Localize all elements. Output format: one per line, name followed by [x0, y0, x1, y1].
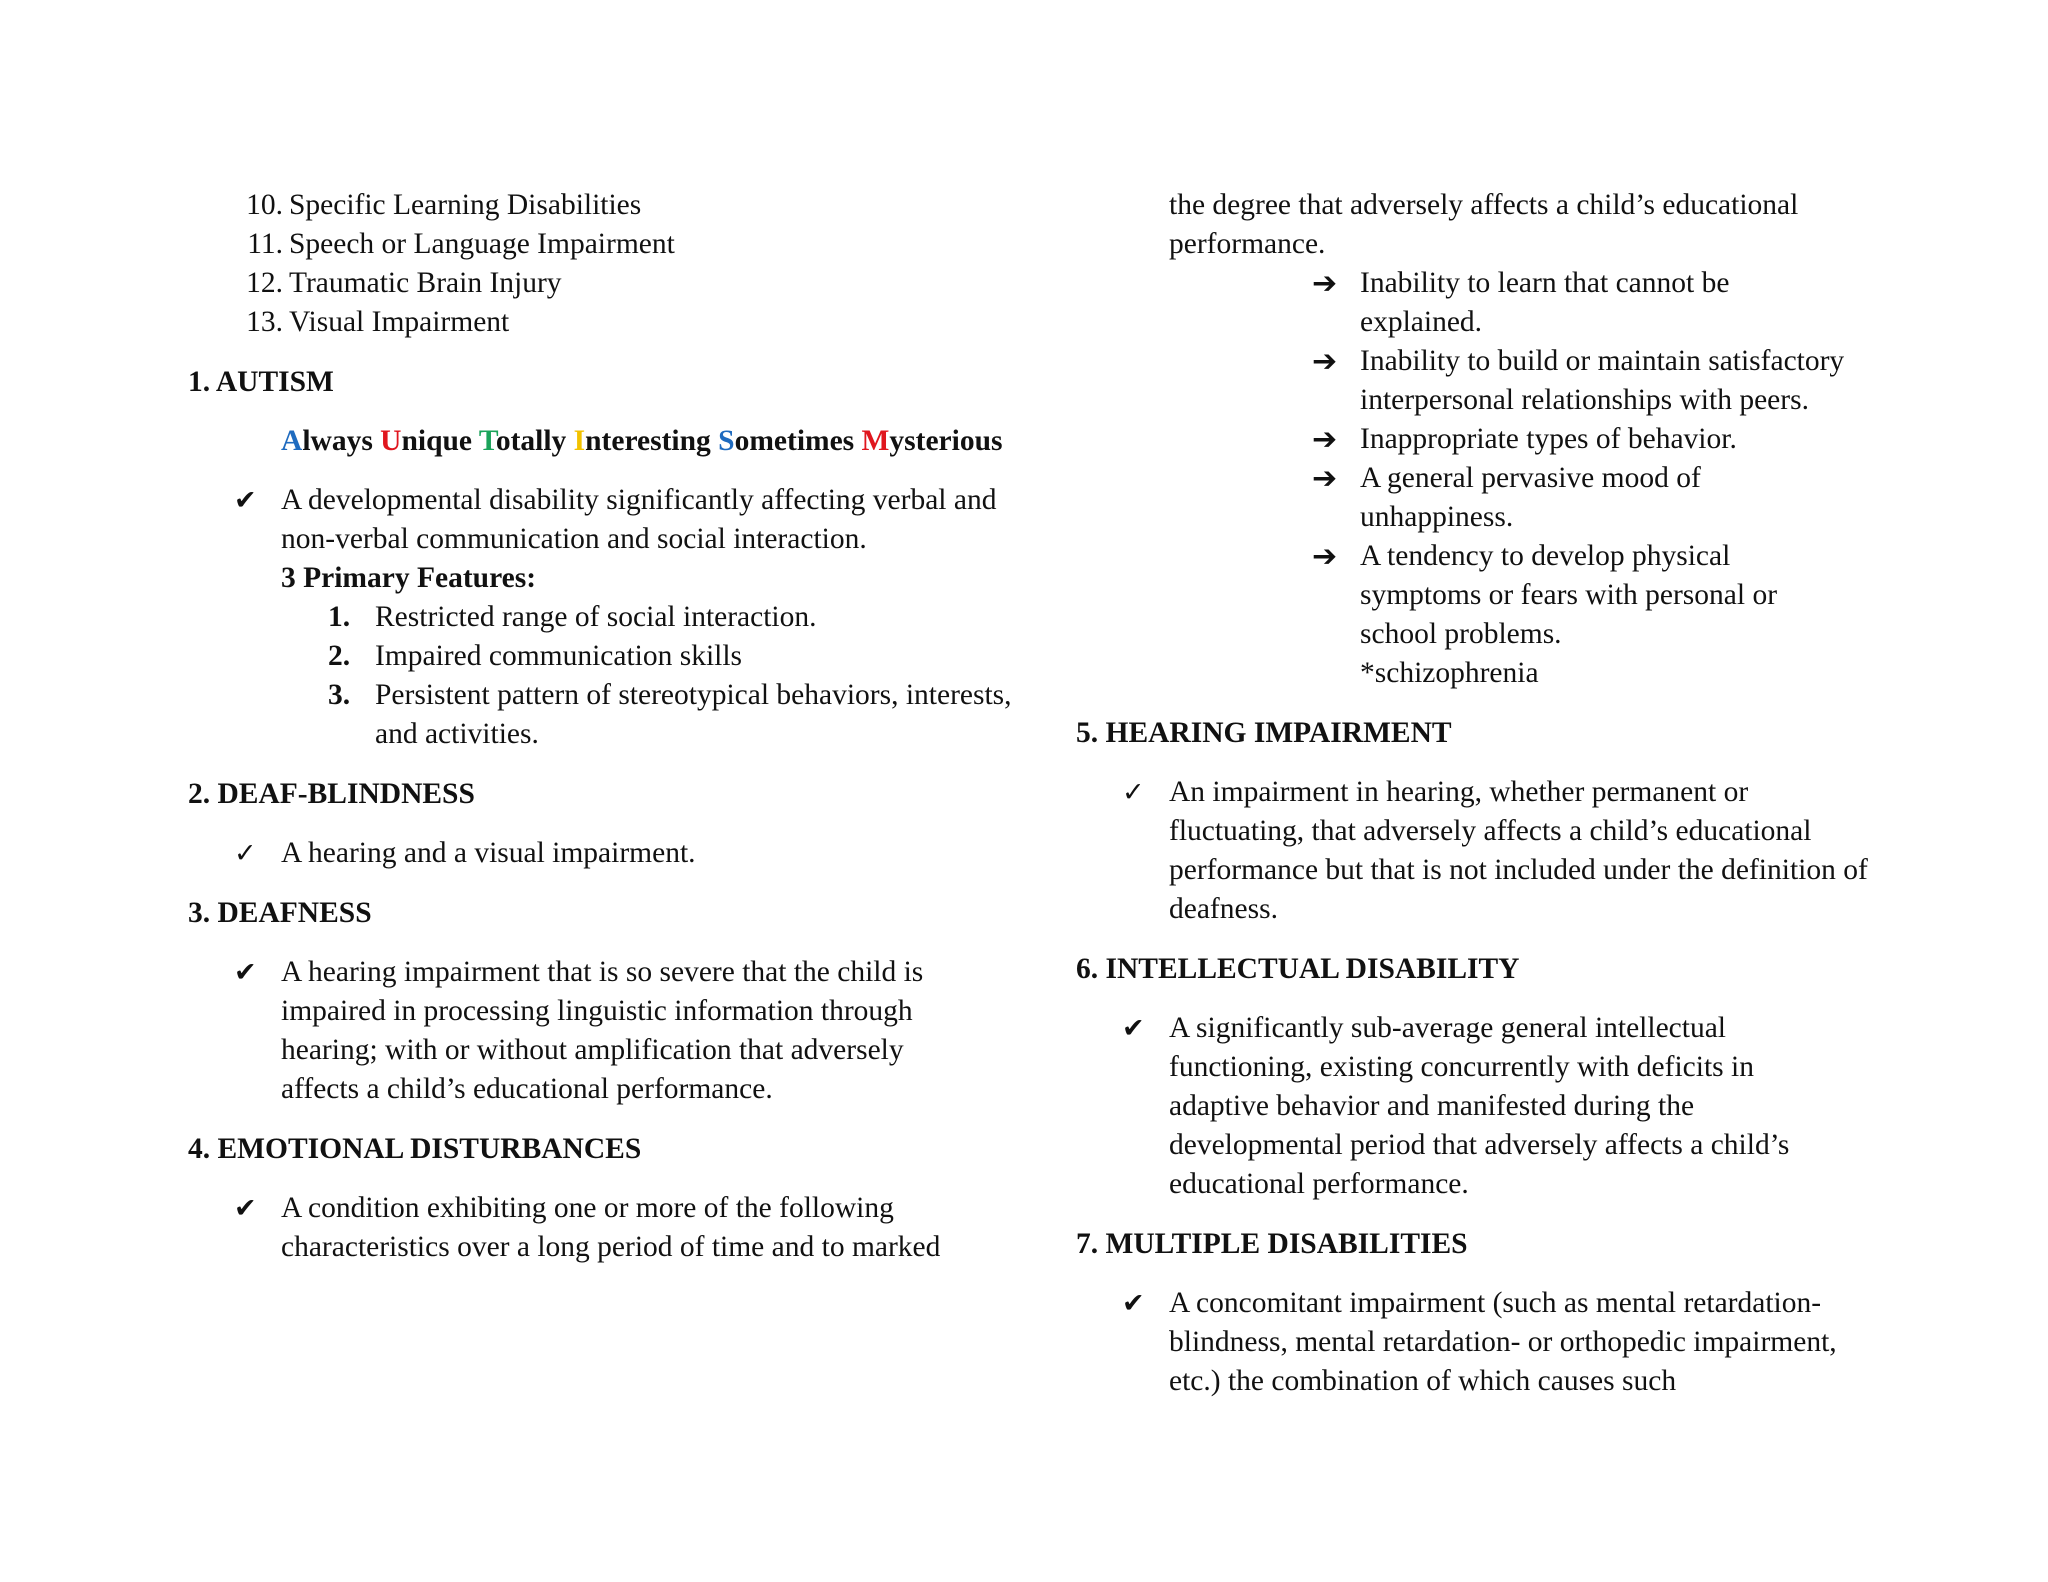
list-item: 3. Persistent pattern of stereotypical behaviors, interests, and activities.	[328, 679, 1012, 750]
left-column	[188, 186, 1048, 1267]
deafness-definition: ✔ A hearing impairment that is so severe that the child is impaired in processing linguistic information through hearing; with or without amplification that adversely affects a child’s educational performance.	[234, 953, 1048, 1109]
section-heading-hearing: 5. HEARING IMPAIRMENT	[1076, 717, 1452, 749]
list-item: 11. Speech or Language Impairment	[247, 228, 675, 260]
list-item: 13. Visual Impairment	[246, 306, 510, 338]
arrow-right-icon: ➔	[1312, 266, 1338, 301]
right-column	[1076, 186, 1886, 1401]
list-item: 12. Traumatic Brain Injury	[246, 267, 562, 299]
check-icon: ✔	[234, 957, 257, 988]
check-icon: ✔	[1122, 1288, 1145, 1319]
arrow-right-icon: ➔	[1312, 539, 1338, 574]
emotional-definition-continued: the degree that adversely affects a child’s educational performance.	[1169, 189, 1799, 260]
list-item: ➔ Inability to learn that cannot be explained.	[1312, 264, 1886, 342]
arrow-right-icon: ➔	[1312, 344, 1338, 379]
arrow-right-icon: ➔	[1312, 422, 1338, 457]
check-icon: ✔	[234, 1193, 257, 1224]
characteristics-list	[1312, 264, 1886, 693]
features-list	[234, 598, 1048, 754]
autism-definition: ✔ A developmental disability significantly affecting verbal and non-verbal communication and social interaction. 3 Primary Features:	[234, 481, 1048, 598]
section-heading-multiple: 7. MULTIPLE DISABILITIES	[1076, 1228, 1468, 1260]
section-heading-autism: 1. AUTISM	[188, 366, 334, 398]
list-item: ➔ A general pervasive mood of unhappiness.	[1312, 459, 1886, 537]
list-item: ➔ Inability to build or maintain satisfactory interpersonal relationships with peers.	[1312, 342, 1886, 420]
autism-acronym: Always Unique Totally Interesting Sometimes Mysterious	[281, 425, 1003, 457]
multiple-definition: ✔ A concomitant impairment (such as mental retardation-blindness, mental retardation- or orthopedic impairment, etc.) the combination of which causes such	[1122, 1284, 1886, 1401]
emotional-definition: ✔ A condition exhibiting one or more of the following characteristics over a long period of time and to marked	[234, 1189, 1048, 1267]
check-icon: ✓	[234, 838, 257, 869]
list-item: 2. Impaired communication skills	[328, 640, 743, 672]
section-heading-intellectual: 6. INTELLECTUAL DISABILITY	[1076, 953, 1520, 985]
check-icon: ✔	[234, 485, 257, 516]
list-item: ➔ A tendency to develop physical symptoms or fears with personal or school problems.	[1312, 537, 1886, 654]
note: *schizophrenia	[1360, 657, 1539, 689]
check-icon: ✓	[1122, 777, 1145, 808]
list-item: 10. Specific Learning Disabilities	[246, 189, 642, 221]
intellectual-definition: ✔ A significantly sub-average general intellectual functioning, existing concurrently with deficits in adaptive behavior and manifested during the developmental period that adversely affects a child’s educational performance.	[1122, 1009, 1886, 1204]
features-heading: 3 Primary Features:	[281, 562, 537, 594]
deaf-blindness-definition: ✓ A hearing and a visual impairment.	[234, 834, 1048, 873]
list-item: 1. Restricted range of social interaction.	[328, 601, 817, 633]
hearing-definition: ✓ An impairment in hearing, whether permanent or fluctuating, that adversely affects a child’s educational performance but that is not included under the definition of deafness.	[1122, 773, 1886, 929]
section-heading-deafness: 3. DEAFNESS	[188, 897, 372, 929]
check-icon: ✔	[1122, 1013, 1145, 1044]
arrow-right-icon: ➔	[1312, 461, 1338, 496]
section-heading-deaf-blindness: 2. DEAF-BLINDNESS	[188, 778, 475, 810]
category-list-continued	[188, 186, 1048, 342]
list-item: ➔ Inappropriate types of behavior.	[1312, 422, 1737, 457]
section-heading-emotional: 4. EMOTIONAL DISTURBANCES	[188, 1133, 642, 1165]
